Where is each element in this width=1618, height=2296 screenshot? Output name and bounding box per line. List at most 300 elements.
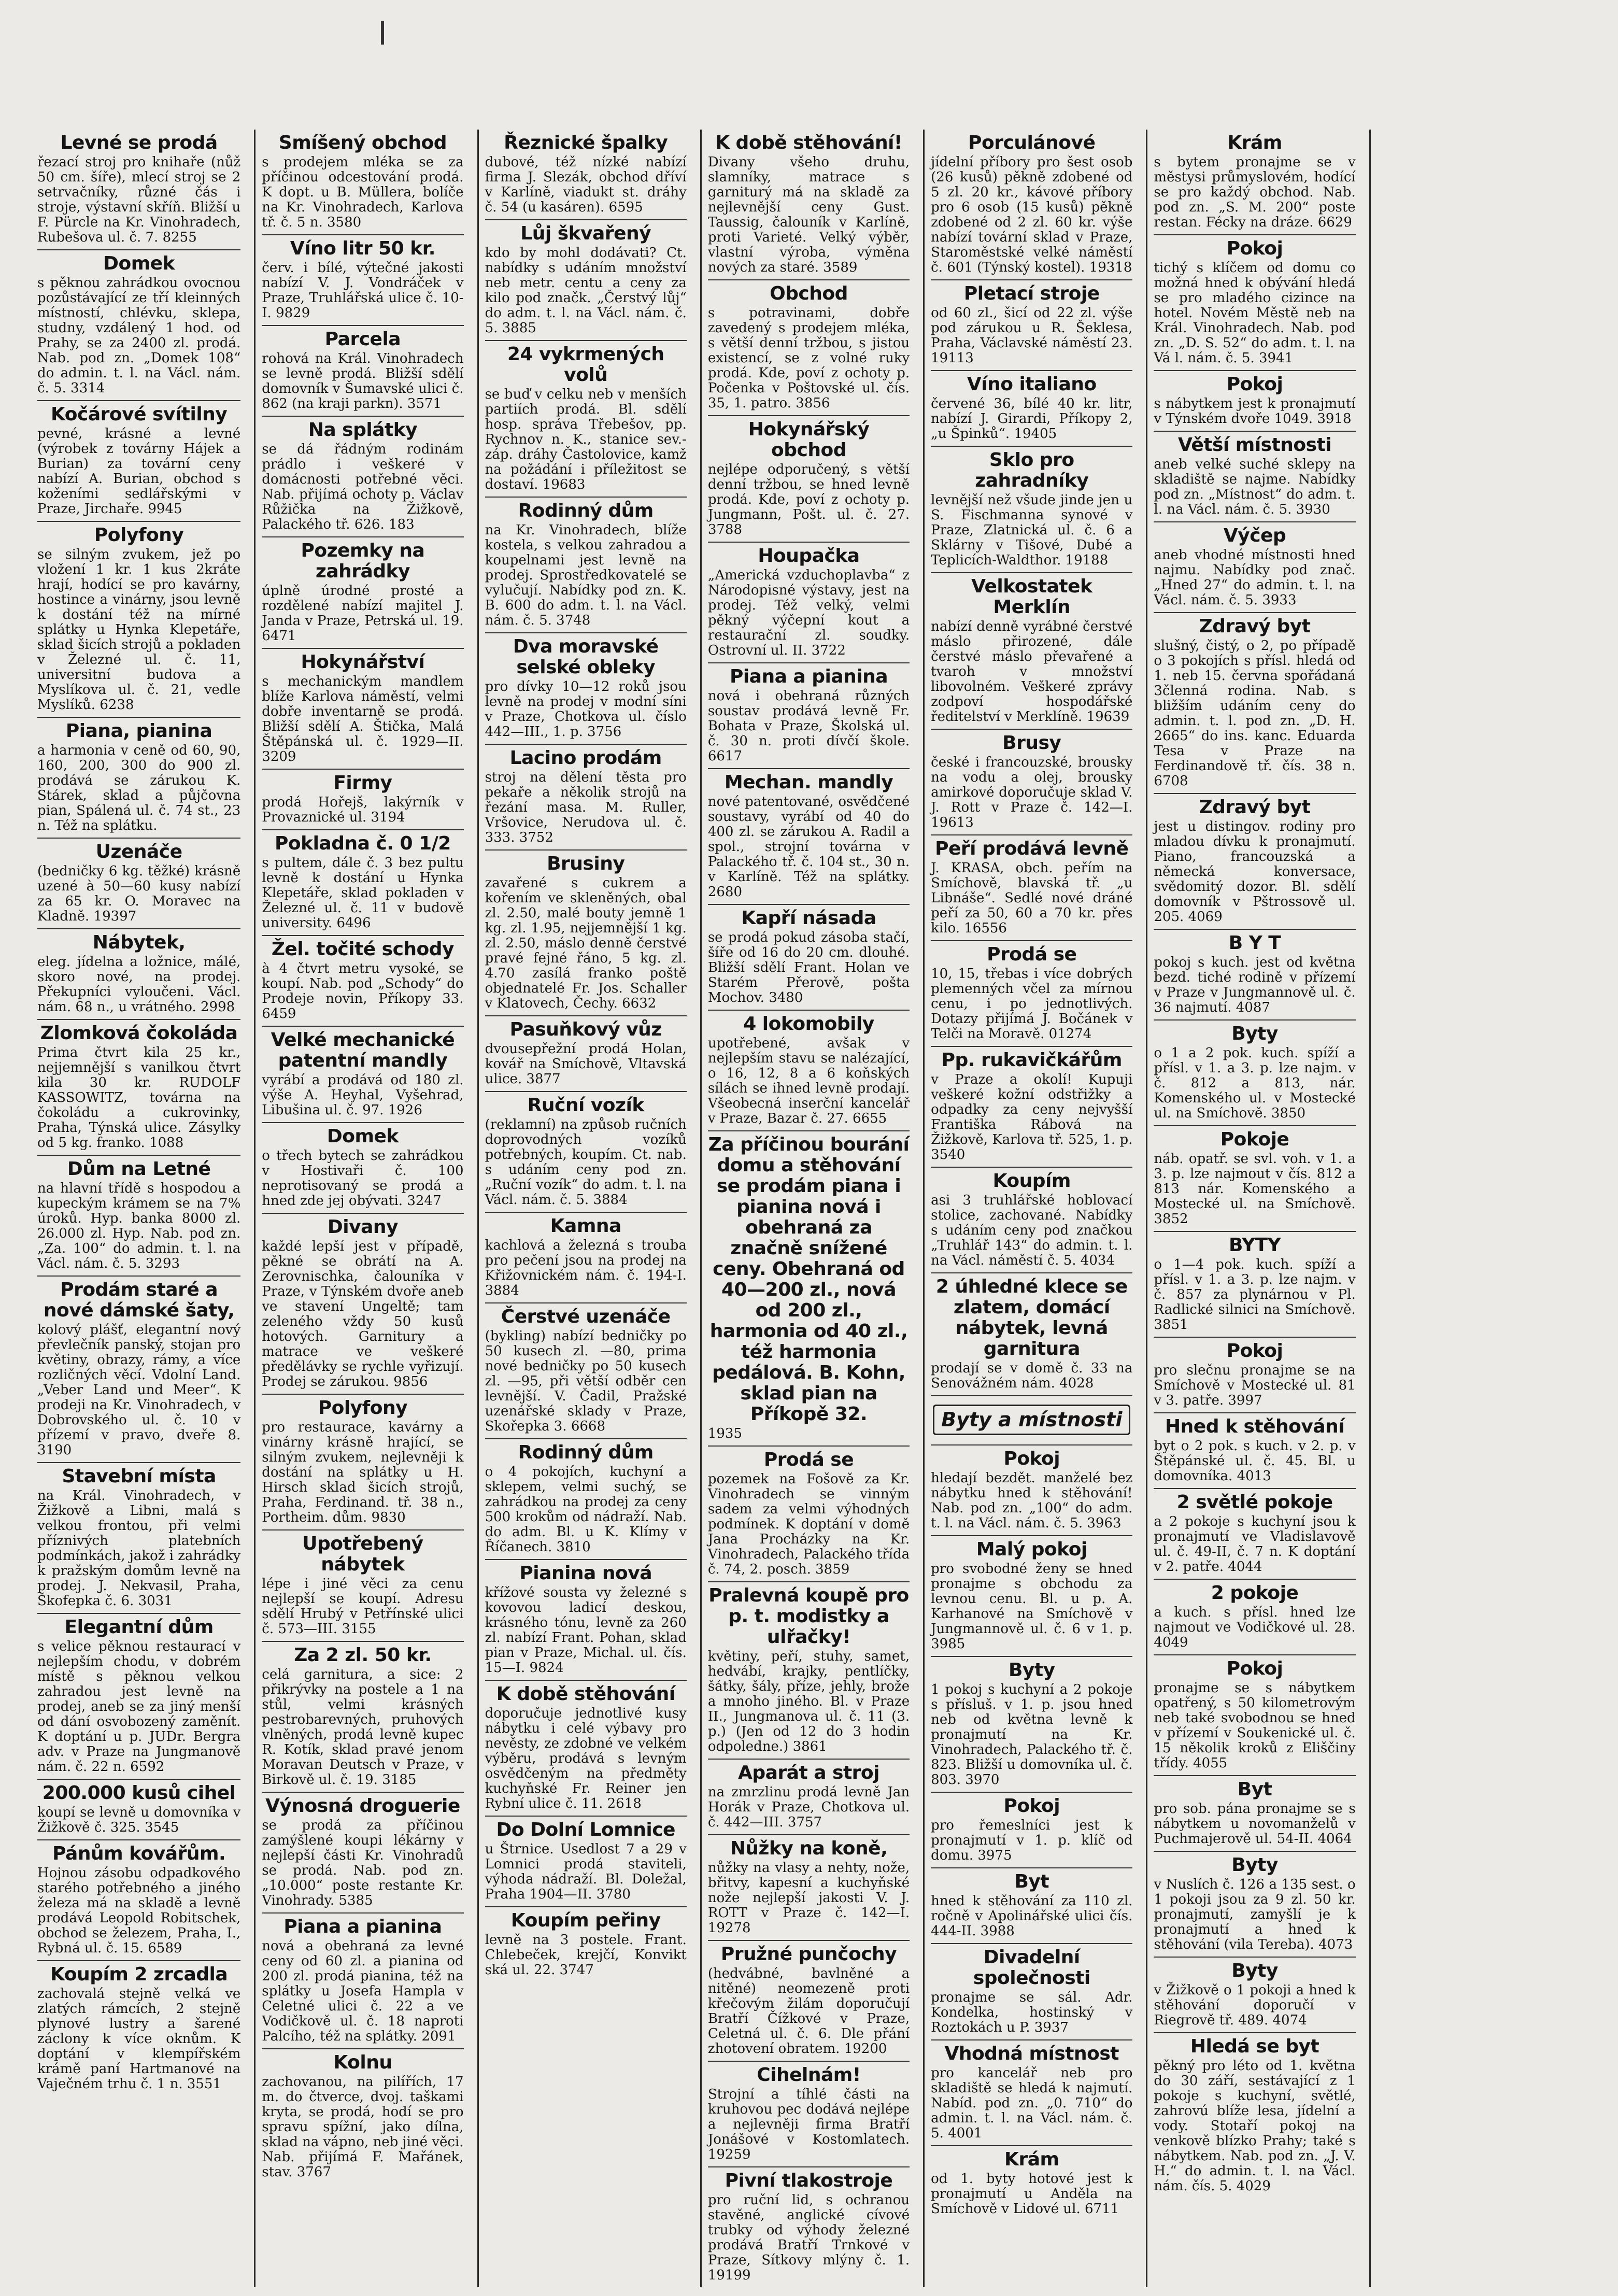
ad-body: [262, 442, 463, 532]
ad-number: 19200: [844, 2041, 887, 2057]
ad-text: eleg. jídelna a ložnice, málé, skoro nové, na prodej. Překupníci vyloučeni. Václ. nám. 68 n., u vrátného.: [37, 954, 241, 1015]
ad-headline: Peří prodává levně: [935, 838, 1129, 859]
column-2: [254, 130, 471, 2287]
ad-body: [262, 1239, 463, 1390]
ad-headline: Hokynářství: [301, 651, 425, 673]
ad-text: na Král. Vinohradech, v Žižkově a Libni, malá s velkou frontou, při velmi příznivých platebních podmínkách, jakož i zahrádky k pražským domům levně na prodej. J. Nekvasil, Praha, Škofepka č. 6.: [37, 1488, 241, 1609]
ad-body: [37, 743, 240, 833]
classified-ad: [1154, 235, 1355, 371]
classified-ad: [931, 130, 1132, 280]
ad-headline: Koupím: [992, 1170, 1071, 1192]
ad-headline: Na splátky: [308, 419, 418, 441]
ad-headline: Velké mechanické patentní mandly: [271, 1029, 455, 1071]
ad-number: 19199: [707, 2267, 751, 2283]
ad-text: nabízí denně vyrábné čerstvé máslo přirozené, dále čerstvé máslo převařené a tvaroh v množství libovolném. Veškeré zprávy zodpoví hospodářské ředitelství v Merklíně.: [931, 619, 1133, 725]
ad-body: [485, 1706, 687, 1811]
ad-text: jest u distingov. rodiny pro mladou dívku k pronajmutí. Piano, francouzská a německá konversace, svědomitý dozor. Bl. sdělí domovník v Pštrossově ul. 205.: [1154, 819, 1356, 925]
classified-ad: [931, 371, 1132, 447]
ad-number: 3851: [1154, 1317, 1188, 1333]
ad-number: 6238: [100, 697, 134, 713]
ad-text: o třech bytech se zahrádkou v Hostivaři č. 100 neprotisovaný se prodá a hned zde jej obývati.: [262, 1148, 464, 1209]
ad-headline: Porculánové: [968, 132, 1096, 153]
ad-headline: Levné se prodá: [60, 132, 218, 153]
ad-headline: Za příčinou bourání domu a stěhování se prodám piana i pianina nová i obehraná za značně snížené ceny. Obehraná od 40—200 zl., nová od 200 zl., harmonia od 40 zl., též harmonia pedálová. B. Kohn, sklad pian na Příkopě 32.: [708, 1134, 910, 1425]
ad-text: 10, 15, třebas i více dobrých plemenných včel za mírnou cenu, i po jednotlivých. Dotazy přijímá J. Bočánek v Telči na Moravě.: [931, 966, 1133, 1042]
ad-number: 3810: [556, 1539, 591, 1555]
ad-body: [708, 2193, 910, 2283]
ad-body: [931, 755, 1132, 830]
ad-text: levnější než všude jinde jen u S. Fischmanna synové v Praze, Zlatnická ul. č. 6 a Sklárny v Tišové, Dubé a Teplicích-Waldthor.: [931, 492, 1133, 568]
ad-headline: Kolnu: [333, 2052, 392, 2073]
ad-text: na Kr. Vinohradech, blíže kostela, s velkou zahradou a koupelnami jest levně na prodej. Sprostředkovatelé se vylučují. Nabídky pod zn. K. B. 600 do adm. t. l. na Václ. nám. č. 5.: [485, 522, 687, 628]
ad-body: [931, 861, 1132, 936]
ad-number: 4074: [1272, 2012, 1307, 2028]
ad-body: [262, 584, 463, 644]
ad-text: (hedvábné, bavlněné a nitěné) neomezeně proti křečovým žilám doporučují Bratří Čížkové v Praze, Celetná ul. č. 6. Dle přání zhotovení obratem.: [707, 1966, 910, 2057]
ad-number: 19683: [542, 477, 586, 492]
ad-number: 5385: [338, 1893, 373, 1908]
classified-ad: [37, 1961, 240, 2096]
ad-body: [485, 679, 687, 740]
classified-ad: [708, 905, 910, 1011]
classified-ad: [262, 1027, 463, 1123]
ad-number: 3767: [296, 2164, 331, 2180]
ad-text: dvousepřežní prodá Holan, kovář na Smíchově, Vltavská ulice.: [485, 1041, 687, 1087]
ad-body: [1154, 1257, 1355, 1333]
classified-ad: [485, 1213, 687, 1303]
ad-headline: Uzenáče: [95, 841, 182, 862]
classified-ad: [262, 1530, 463, 1642]
ad-text: nůžky na vlasy a nehty, nože, břitvy, kapesní a kuchyňské nože nejlepší jakosti V. J. ROTT v Praze č. 142—I.: [707, 1860, 910, 1921]
ad-text: pokoj s kuch. jest od května bezd. tiché rodině v přízemí v Praze v Jungmannově ul. č. 36 najmutí.: [1154, 955, 1356, 1015]
classified-ad: [485, 1907, 687, 1982]
ad-text: od 1. byty hotové jest k pronajmutí u Anděla na Smíchově v Lidové ul.: [931, 2171, 1133, 2217]
ad-number: 3194: [371, 810, 405, 825]
column-6: [1146, 130, 1362, 2287]
ad-body: [485, 1933, 687, 1978]
ad-number: 4028: [1059, 1376, 1094, 1391]
classified-ad: [485, 1092, 687, 1213]
classified-ad: [931, 941, 1132, 1047]
classified-ad: [262, 537, 463, 649]
classified-ad: [37, 1780, 240, 1840]
ad-number: 2091: [421, 2029, 456, 2044]
ad-headline: Domek: [327, 1126, 399, 1147]
ad-number: 4044: [1228, 1559, 1262, 1575]
ad-body: [485, 1842, 687, 1902]
ad-text: aneb vhodné místnosti hned najmu. Nabídky pod znač. „Hned 27“ do admin. t. l. na Václ. nám. č. 5.: [1154, 547, 1356, 608]
ad-text: pronajme se s nábytkem opatřený, s 50 kilometrovým neb také svobodnou se hned v přízemí v Soukenické ul. č. 15 několik kroků z Eliščiny třídy.: [1154, 1680, 1356, 1771]
ad-body: [1154, 2059, 1355, 2194]
ad-text: „Americká vzduchoplavba“ z Národopisné výstavy, jest na prodej. Též velký, velmi pěkný výčepní kout a restaurační zl. soudky. Ostrovní ul. II.: [707, 568, 910, 658]
ad-headline: Prodám staré a nové dámské šaty,: [43, 1279, 235, 1321]
classified-ad: [262, 649, 463, 770]
ad-body: [931, 1072, 1132, 1163]
ad-text: rohová na Král. Vinohradech se levně prodá. Bližší sdělí domovník v Šumavské ulici č. 862 (na kraji parkn).: [262, 351, 464, 412]
ad-number: 9945: [148, 501, 182, 517]
ad-text: nová i obehraná různých soustav prodává levně Fr. Bohata v Praze, Školská ul. č. 30 n. proti dívčí škole.: [707, 688, 910, 749]
ad-number: 3850: [1271, 1106, 1306, 1121]
ad-headline: Cihelnám!: [757, 2064, 861, 2086]
classified-ad: [931, 1445, 1132, 1536]
classified-ad: [708, 1447, 910, 1582]
ad-number: 3933: [1262, 592, 1297, 608]
ad-number: 1926: [388, 1102, 422, 1118]
ad-headline: Polyfony: [318, 1397, 408, 1419]
ad-headline: Pivní tlakostroje: [725, 2170, 893, 2191]
ad-body: [931, 306, 1132, 366]
ad-text: (reklamní) na způsob ručních doprovodných vozíků potřebných, koupím. Ct. nab. s udáním ceny pod zn. „Ruční vozík“ do adm. t. l. na Václ. nám. č. 5.: [485, 1117, 687, 1208]
ad-number: 3937: [1034, 2020, 1069, 2035]
ad-number: 3314: [70, 380, 105, 396]
ad-number: 3975: [977, 1848, 1012, 1863]
ad-number: 19278: [707, 1920, 751, 1936]
ad-number: 3861: [792, 1739, 827, 1754]
ad-body: [485, 1329, 687, 1434]
ad-number: 16556: [964, 920, 1007, 936]
ad-number: 4029: [1236, 2178, 1271, 2194]
classified-ad: [262, 417, 463, 537]
ad-text: kolový plášť, elegantní nový převlečník panský, stojan pro květiny, obrazy, rámy, a více rozličných věcí. Vdolní Land. „Veber Land und Meer“. K prodeji na Kr. Vinohradech, v Dobrovského ul. č. 10 v přízemí v pravo, dveře 8.: [37, 1322, 241, 1443]
ad-number: 19259: [707, 2147, 751, 2162]
ad-body: [931, 1361, 1132, 1391]
ad-text: pro sob. pána pronajme se s nábytkem u novomanželů v Puchmajerově ul. 54-II.: [1154, 1801, 1356, 1847]
ad-number: 3852: [1154, 1211, 1188, 1227]
classified-ad: [931, 1944, 1132, 2040]
ad-text: upotřebené, avšak v nejlepším stavu se nalézající, o 16, 12, 8 a 6 koňských sílách se ihned levně prodají. Všeobecná inserční kancelář v Praze, Bazar č. 27.: [707, 1036, 910, 1126]
ad-text: a kuch. s přísl. hned lze najmout ve Vodičkové ul. 28.: [1154, 1605, 1356, 1635]
column-5: [923, 130, 1140, 2287]
classified-ad: [37, 1277, 240, 1463]
ad-text: o 1 a 2 pok. kuch. spíží a přísl. v 1. a 3. p. lze najm. v č. 812 a 813, nár. Komenského ul. v Mostecké ul. na Smíchově.: [1154, 1045, 1356, 1121]
ad-text: s prodejem mléka se za příčinou odcestování prodá. K dopt. u B. Müllera, bolíče na Kr. Vinohradech, Karlova tř. č. 5 n.: [262, 154, 464, 230]
ad-number: 3209: [262, 749, 296, 764]
ad-number: 6655: [853, 1111, 887, 1126]
classified-ad: [1154, 2033, 1355, 2198]
ad-body: [931, 1193, 1132, 1268]
ad-headline: Obchod: [770, 283, 848, 304]
ad-text: o 4 pokojích, kuchyní a sklepem, velmi suchý, se zahrádkou na prodej za ceny 500 krokům od nádraží. Nab. do adm. Bl. u K. Klímy v Říčanech.: [485, 1464, 687, 1555]
classified-ad: [262, 326, 463, 417]
ad-body: [262, 856, 463, 931]
ad-number: 6589: [148, 1940, 182, 1956]
ad-text: náb. opatř. se svl. voh. v 1. a 3. p. lze najmout v čís. 812 a 813 nár. Komenského a Mostecké ul. na Smíchově.: [1154, 1151, 1356, 1212]
ad-body: [931, 493, 1132, 568]
ad-text: (bedničky 6 kg. těžké) krásně uzené à 50—60 kusy nabízí za 65 kr. O. Moravec na Kladně.: [37, 863, 241, 924]
ad-headline: Rodinný dům: [518, 1442, 654, 1463]
ad-body: [37, 276, 240, 396]
ad-text: v Praze a okolí! Kupuji veškeré kožní odstřižky a odpadky za ceny nejvyšší Františka Rábová na Žižkově, Karlova tř. 525, 1. p.: [931, 1072, 1133, 1147]
ad-body: [931, 396, 1132, 442]
ad-body: [37, 864, 240, 924]
ad-text: křížové sousta vy železné s kovovou ladicí deskou, krásného tónu, levně za 260 zl. nabízí Frant. Pohan, sklad pian v Praze, Michal. ul. čís. 15—I.: [485, 1585, 687, 1676]
ad-body: [485, 523, 687, 628]
ad-headline: Byty: [1231, 1023, 1278, 1044]
classified-ad: [262, 936, 463, 1027]
ad-body: [931, 155, 1132, 275]
ad-headline: Prodá se: [763, 1449, 854, 1470]
ad-text: lépe i jiné věci za cenu nejlepší se koupí. Adresu sdělí Hrubý v Petřínské ulici č. 573—III.: [262, 1576, 464, 1637]
ad-body: [931, 2172, 1132, 2217]
ad-headline: Výnosná droguerie: [265, 1795, 460, 1817]
ad-number: 6459: [262, 1006, 296, 1022]
ad-body: [1154, 1514, 1355, 1575]
classified-ad: [485, 745, 687, 851]
ad-number: 3997: [1228, 1393, 1262, 1408]
ad-text: prodají se v domě č. 33 na Senovážném nám.: [931, 1360, 1133, 1391]
ad-text: s nábytkem jest k pronajmutí v Týnském dvoře 1049.: [1154, 396, 1356, 427]
ad-number: 2998: [201, 999, 235, 1015]
ad-body: [1154, 1152, 1355, 1227]
ad-number: 3930: [1296, 502, 1330, 517]
ad-text: hned k stěhování za 110 zl. ročně v Apolinářské ulici čís. 444-II.: [931, 1893, 1133, 1939]
classified-ad: [37, 1614, 240, 1780]
ad-text: Hojnou zásobu odpadkového starého potřebného a jiného železa má na skladě a levně prodává Leopold Robitschek, obchod se železem, Praha, I., Rybná ul. č. 15.: [37, 1865, 241, 1956]
ad-text: nejlépe odporučený, s větší denní tržbou, se hned levně prodá. Kde, poví z ochoty p. Jungmann, Pošt. ul. č. 27.: [707, 462, 910, 522]
ad-text: byt o 2 pok. s kuch. v 2. p. v Štěpánské ul. č. 45. Bl. u domovníka.: [1154, 1438, 1356, 1484]
ad-headline: Pletací stroje: [963, 283, 1100, 304]
ad-number: 183: [389, 517, 415, 532]
classified-ad: [931, 1396, 1132, 1445]
ad-number: 3884: [593, 1192, 628, 1208]
ad-body: [708, 1036, 910, 1126]
ad-headline: Pralevná koupě pro p. t. modistky a ulřačky!: [708, 1585, 909, 1648]
classified-ad: [1154, 432, 1355, 522]
classified-ad: [37, 1840, 240, 1961]
ad-number: 3293: [145, 1256, 180, 1271]
ad-body: [262, 1420, 463, 1525]
ad-number: 6617: [707, 748, 743, 764]
ad-number: 3480: [769, 990, 803, 1005]
ad-body: [931, 2066, 1132, 2141]
ad-text: slušný, čistý, o 2, po případě o 3 pokojích s přísl. hledá od 1. neb 15. června spořádaná 3členná rodina. Nab. s bližším udáním ceny do admin. t. l. pod zn. „D. H. 2665“ do ins. kanc. Eduarda Tesa v Praze na Ferdinandově tř. čís. 38 n.: [1154, 638, 1356, 774]
ad-text: červené 36, bílé 40 kr. litr, nabízí J. Girardi, Příkopy 2, „u Špinků“.: [931, 396, 1133, 442]
ad-headline: Výčep: [1223, 525, 1286, 546]
classified-ad: [485, 1439, 687, 1560]
ad-text: na zmrzlinu prodá levně Jan Horák v Praze, Chotkova ul. č. 442—III.: [707, 1784, 910, 1830]
classified-ad: [708, 130, 910, 280]
classified-ad: [262, 235, 463, 326]
classified-ad: [708, 1582, 910, 1760]
ad-body: [1154, 1605, 1355, 1650]
ad-body: [262, 155, 463, 230]
classified-ad: [485, 851, 687, 1016]
ad-body: [262, 1939, 463, 2044]
ad-number: 3941: [1259, 350, 1294, 366]
ad-headline: Byty: [1231, 1854, 1278, 1876]
ad-headline: Dům na Letné: [67, 1158, 211, 1180]
ad-body: [931, 1818, 1132, 1863]
ad-headline: Rodinný dům: [518, 500, 654, 521]
classified-ad: [37, 839, 240, 929]
ad-number: 9829: [276, 305, 310, 321]
classified-ad: [1154, 1580, 1355, 1655]
ad-headline: Lacino prodám: [509, 747, 662, 769]
ad-body: [1154, 1046, 1355, 1121]
ad-number: 4073: [1318, 1937, 1353, 1952]
classified-ad: [37, 1020, 240, 1156]
ad-headline: Pružné punčochy: [720, 1944, 897, 1965]
classified-ad: [931, 573, 1132, 730]
ad-body: [37, 155, 240, 245]
ad-body: [708, 2087, 910, 2162]
ad-number: 9830: [371, 1510, 406, 1525]
ad-body: [708, 1966, 910, 2057]
ad-headline: Zlomková čokoláda: [40, 1023, 238, 1044]
classified-ad: [708, 2062, 910, 2167]
classified-ad: [708, 1011, 910, 1131]
ad-body: [931, 1562, 1132, 1652]
ad-text: aneb velké suché sklepy na skladiště se najme. Nabídky pod zn. „Místnost“ do adm. t. l. na Václ. nám. č. 5.: [1154, 457, 1356, 517]
ad-text: nová a obehraná za levné ceny od 60 zl. a pianina od 200 zl. prodá pianina, též na splátky u Josefa Hampla v Celetné ulici č. 22 a ve Vodičkově ul. č. 18 naproti Palcího, též na splátky.: [262, 1938, 464, 2044]
ad-headline: Polyfony: [94, 525, 184, 546]
ad-headline: 2 světlé pokoje: [1176, 1492, 1333, 1513]
ad-body: [1154, 396, 1355, 427]
classified-ad: [37, 522, 240, 718]
ad-text: se silným zvukem, jež po vložení 1 kr. 1 kus 2kráte hrají, hodící se pro kavárny, hostince a vinárny, jsou levně k dostání též na mírné splátky u Hynka Klepetáře, sklad šicích strojů a pokladen v Železné ul. č. 11, universitní budova a Myslíkova ul. č. 21, vedle Myslíků.: [37, 547, 241, 713]
classified-ad: [1154, 1338, 1355, 1413]
ad-text: zavařené s cukrem a kořením ve skleněných, obal zl. 2.50, malé bouty jemně 1 kg. zl. 1.95, nejjemnější 1 kg. zl. 2.50, máslo denně čerstvé pravé fejné řáno, 5 kg. zl. 4.70 zasílá franko poště objednatelé Fr. Jos. Schaller v Klatovech, Čechy.: [485, 875, 687, 1011]
ad-headline: Upotřebený nábytek: [302, 1533, 423, 1575]
classified-ad: [1154, 1655, 1355, 1776]
ad-body: [708, 306, 910, 411]
ad-text: stroj na dělení těsta pro pekaře a několik strojů na řezání masa. M. Ruller, Vršovice, Nerudova ul. č. 333.: [485, 770, 687, 845]
ad-number: 6592: [130, 1759, 165, 1775]
ad-text: pevné, krásné a levné (výrobek z továrny Hájek a Burian) za tovární ceny nabízí A. Burian, obchod s koženími sedlářskými v Praze, Jirchaře.: [37, 426, 241, 517]
ad-headline: 2 pokoje: [1211, 1582, 1299, 1604]
ad-body: [931, 967, 1132, 1042]
ad-headline: Piana a pianina: [729, 666, 888, 687]
section-header-box: Byty a místnosti: [933, 1405, 1130, 1435]
ad-body: [262, 2075, 463, 2180]
ad-headline: Řeznické špalky: [504, 132, 668, 153]
ad-headline: Kočárové svítilny: [51, 404, 228, 425]
ad-headline: 24 vykrmených volů: [507, 344, 664, 386]
ad-text: zachovalá stejně velká ve zlatých rámcích, 2 stejně plynové lustry a šarené záclony k více oknům. K doptání v klempířském krámě paní Hartmanové na Vaječném trhu č. 1 n.: [37, 1986, 241, 2092]
classified-ad: [708, 1131, 910, 1447]
ad-number: 3884: [485, 1283, 519, 1298]
column-7: [1369, 130, 1586, 2287]
ad-text: kachlová a železná s trouba pro pečení jsou na prodej na Křižovnickém nám. č. 194-I.: [485, 1238, 687, 1283]
ad-headline: Za 2 zl. 50 kr.: [294, 1645, 432, 1666]
ad-headline: Byty: [1008, 1660, 1055, 1681]
ad-number: 6668: [571, 1419, 606, 1434]
scan-mark: [381, 21, 384, 45]
ad-number: 4087: [1236, 1000, 1270, 1015]
ad-number: 4064: [1317, 1831, 1352, 1847]
ad-number: 3988: [980, 1923, 1015, 1939]
ad-number: 3190: [37, 1442, 72, 1458]
ad-text: zachovanou, na pilířích, 17 m. do čtverce, dvoj. taškami kryta, se prodá, hodí se pro spravu spížní, jako dílna, sklad na vápno, neb jiné věci. Nab. přijímá F. Mařánek, stav.: [262, 2074, 464, 2180]
column-3: [477, 130, 694, 2287]
ad-headline: 200.000 kusů cihel: [42, 1782, 236, 1804]
ad-headline: Kamna: [550, 1215, 621, 1237]
classified-ad: [262, 1214, 463, 1395]
ad-body: [262, 351, 463, 412]
ad-headline: Pp. rukavičkářům: [941, 1050, 1122, 1071]
ad-number: 3757: [787, 1815, 822, 1830]
ad-body: [1154, 1363, 1355, 1408]
ad-text: pro svobodné ženy se hned pronajme s obchodu za levnou cenu. Bl. u p. A. Karhanové na Smíchově v Jungmannově ul. č. 6 v 1. p.: [931, 1561, 1133, 1637]
ad-body: [37, 1987, 240, 2092]
classified-ad: [485, 130, 687, 220]
classified-ad: [931, 2040, 1132, 2146]
ad-number: 19397: [93, 909, 137, 924]
column-4: [700, 130, 917, 2287]
ad-headline: Pasuňkový vůz: [509, 1019, 662, 1040]
classified-ad: [37, 250, 240, 401]
ad-headline: 2 úhledné klece se zlatem, domácí nábytek, levná garnitura: [935, 1276, 1128, 1359]
ad-headline: Víno italiano: [967, 374, 1097, 395]
ad-number: 1935: [707, 1426, 743, 1441]
ad-number: 3752: [519, 830, 553, 845]
ad-body: [485, 1465, 687, 1555]
ad-headline: Zdravý byt: [1199, 616, 1311, 637]
classified-ad: [262, 2049, 463, 2184]
classified-ad: [708, 2167, 910, 2287]
ad-number: 4055: [1193, 1755, 1228, 1771]
ad-body: [931, 1471, 1132, 1531]
ad-text: v Žižkově o 1 pokoji a hned k stěhování doporučí v Riegrově tř. 489.: [1154, 1982, 1356, 2028]
classified-ad: [708, 416, 910, 543]
classified-ad: [931, 1047, 1132, 1168]
ad-text: s velice pěknou restaurací v nejlepším chodu, v dobrém místě s pěknou velkou zahradou jest levně na prodej, aneb se za jiný menší od dání osvobozený zaměnít. K doptání u p. JUDr. Bergra adv. v Praze na Jungmanově nám. č. 22 n.: [37, 1639, 241, 1775]
ad-number: 4069: [1188, 909, 1223, 925]
ad-number: 19639: [1086, 709, 1130, 725]
ad-body: [1154, 1439, 1355, 1484]
classified-ad: [262, 770, 463, 830]
ad-headline: Stavební místa: [62, 1466, 216, 1487]
ad-body: [485, 876, 687, 1011]
ad-number: 3756: [587, 724, 622, 740]
ad-headline: Kapří násada: [741, 908, 876, 929]
classified-ad: [485, 1681, 687, 1817]
ad-number: 19113: [931, 350, 974, 366]
classified-ad: [1154, 1126, 1355, 1232]
ad-number: 3545: [145, 1820, 179, 1835]
ad-number: 3859: [815, 1562, 850, 1577]
ad-body: [485, 1238, 687, 1298]
ad-text: a 2 pokoje s kuchyní jsou k pronajmutí ve Vladislavově ul. č. 49-II, č. 7 n. K doptání v 2. patře.: [1154, 1514, 1356, 1575]
ad-body: [1154, 639, 1355, 789]
ad-text: na hlavní třídě s hospodou a kupeckým krámem se na 7% úroků. Hyp. banka 8000 zl. 26.000 zl. Hyp. Nab. pod zn. „Za. 100“ do admin. t. l. na Václ. nám. č. 5.: [37, 1181, 241, 1271]
classified-ad: [485, 633, 687, 745]
ad-text: hledají bezdět. manželé bez nábytku hned k stěhování! Nab. pod zn. „100“ do adm. t. l. na Václ. nám. č. 5.: [931, 1470, 1133, 1531]
ad-body: [1154, 261, 1355, 366]
ad-text: pro řemeslníci jest k pronajmutí v 1. p. klíč od domu.: [931, 1818, 1133, 1863]
ad-text: koupí se levně u domovníka v Žižkově č. 325.: [37, 1805, 241, 1835]
ad-text: pro kancelář neb pro skladiště se hledá k najmutí. Nabíd. pod zn. „0. 710“ do admin. t. l. na Václ. nám. č. 5.: [931, 2065, 1133, 2141]
classified-ad: [37, 929, 240, 1020]
ad-text: Strojní a tíhlé části na kruhovou pec dodává nejlépe a nejlevněji firma Bratří Jonášové v Kostomlatech.: [707, 2087, 910, 2147]
ad-text: s bytem pronajme se v městysi průmyslovém, hodící se pro každý obchod. Nab. pod zn. „S. M. 200“ poste restan. Fécky na dráze.: [1154, 154, 1356, 230]
classified-ad: [708, 769, 910, 905]
ad-body: [1154, 548, 1355, 608]
ad-body: [485, 770, 687, 845]
ad-headline: Nůžky na koně,: [730, 1838, 888, 1859]
ad-number: 19405: [1014, 426, 1057, 442]
ad-number: 3788: [707, 522, 743, 537]
ad-number: 4034: [1080, 1253, 1115, 1268]
classified-ad: [262, 130, 463, 235]
ad-text: od 60 zl., šicí od 22 zl. výše pod zárukou u R. Šeklesa, Praha, Václavské náměstí 23.: [931, 305, 1133, 351]
ad-text: úplně úrodné prosté a rozdělené nabízí majitel J. Janda v Praze, Petrská ul. 19.: [262, 583, 464, 629]
ad-text: se prodá pokud zásoba stačí, šíře od 16 do 20 cm. dlouhé. Bližší sdělí Frant. Holan ve Starém Přerově, pošta Mochov.: [707, 930, 910, 1005]
ad-headline: Do Dolní Lomnice: [496, 1819, 675, 1840]
ad-number: 3970: [965, 1772, 1000, 1788]
classified-ad: [485, 1560, 687, 1681]
ad-headline: Sklo pro zahradníky: [975, 449, 1089, 491]
